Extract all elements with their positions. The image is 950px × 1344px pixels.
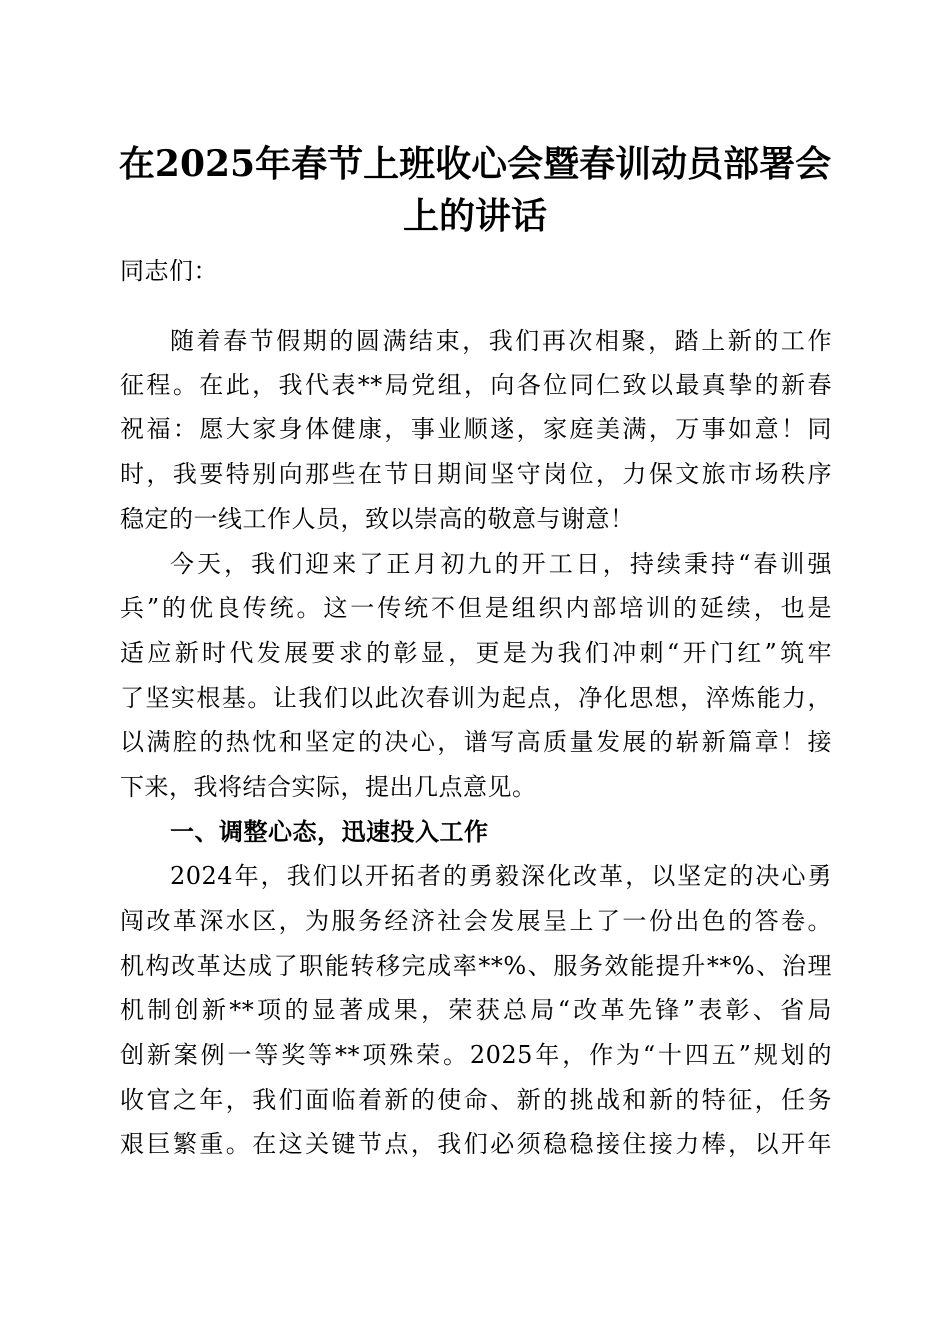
paragraph-3-line-3: 机构改革达成了职能转移完成率**%、服务效能提升**%、治理	[120, 952, 832, 980]
greeting: 同志们：	[120, 257, 218, 285]
document-title	[100, 138, 850, 242]
paragraph-1-line-5: 稳定的一线工作人员，致以崇高的敬意与谢意！	[120, 505, 635, 533]
paragraph-2-line-6: 下来，我将结合实际，提出几点意见。	[120, 773, 537, 801]
paragraph-2-line-1: 今天，我们迎来了正月初九的开工日，持续秉持“春训强	[170, 550, 832, 578]
paragraph-3-line-7: 艰巨繁重。在这关键节点，我们必须稳稳接住接力棒，以开年	[120, 1130, 832, 1158]
paragraph-3-line-2: 闯改革深水区，为服务经济社会发展呈上了一份出色的答卷。	[120, 907, 832, 935]
paragraph-3-line-5: 创新案例一等奖等**项殊荣。2025年，作为“十四五”规划的	[120, 1041, 832, 1069]
paragraph-3-line-1: 2024年，我们以开拓者的勇毅深化改革，以坚定的决心勇	[170, 862, 832, 890]
paragraph-2-line-4: 了坚实根基。让我们以此次春训为起点，净化思想，淬炼能力，	[120, 684, 832, 712]
title-line-1: 在2025年春节上班收心会暨春训动员部署会	[118, 143, 832, 185]
paragraph-1-line-3: 祝福：愿大家身体健康，事业顺遂，家庭美满，万事如意！同	[120, 415, 832, 443]
paragraph-3-line-4: 机制创新**项的显著成果，荣获总局“改革先锋”表彰、省局	[120, 996, 832, 1024]
paragraph-2-line-5: 以满腔的热忱和坚定的决心，谱写高质量发展的崭新篇章！接	[120, 728, 832, 756]
paragraph-2-line-2: 兵”的优良传统。这一传统不但是组织内部培训的延续，也是	[120, 594, 832, 622]
paragraph-1-line-1: 随着春节假期的圆满结束，我们再次相聚，踏上新的工作	[170, 327, 832, 355]
paragraph-3-line-6: 收官之年，我们面临着新的使命、新的挑战和新的特征，任务	[120, 1086, 832, 1114]
paragraph-2-line-3: 适应新时代发展要求的彰显，更是为我们冲刺“开门红”筑牢	[120, 639, 832, 667]
title-line-2: 上的讲话	[402, 195, 547, 237]
paragraph-1-line-2: 征程。在此，我代表**局党组，向各位同仁致以最真挚的新春	[120, 371, 832, 399]
paragraph-1-line-4: 时，我要特别向那些在节日期间坚守岗位，力保文旅市场秩序	[120, 460, 832, 488]
section-1-heading: 一、调整心态，迅速投入工作	[170, 818, 489, 846]
